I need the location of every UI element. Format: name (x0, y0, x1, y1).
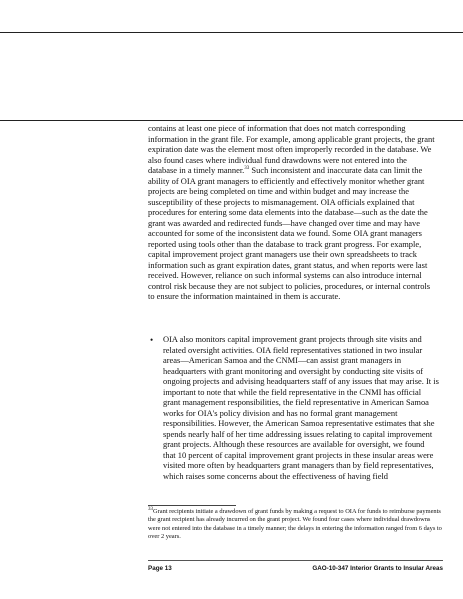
header-rule (0, 32, 463, 33)
footnote-reference[interactable]: 33 (244, 166, 250, 172)
report-title: GAO-10-347 Interior Grants to Insular Areas (312, 565, 443, 572)
body-paragraph-1 (148, 123, 438, 302)
footnote (148, 508, 443, 541)
footnote-text: Grant recipients initiate a drawdown of grant funds by making a request to OIA for funds to reimburse payments the grant recipient has already incurred on the grant project. We found four cases where individual drawdowns were not entered into the database in a timely manner; the delays in entering the information ranged from 6 days to over 2 years. (148, 508, 442, 540)
footer-rule (148, 560, 443, 561)
bullet-marker: • (150, 335, 154, 345)
footnote-number: 33 (148, 506, 153, 512)
paragraph-1-text: contains at least one piece of information that does not match corresponding information in the grant file. For example, among applicable grant projects, the grant expiration date was the element most often improperly recorded in the database. We also found cases where individual fund drawdowns were not entered into the database in a timely manner. (148, 123, 435, 175)
paragraph-1-continued: Such inconsistent and inaccurate data can limit the ability of OIA grant managers to efficiently and effectively monitor whether grant projects are being completed on time and within budget and may increase the susceptibility of these projects to mismanagement. OIA officials explained that procedures for entering some data elements into the database—such as the date the grant was awarded and redirected funds—have changed over time and may have accounted for some of the inconsistent data we found. Some OIA grant managers reported using tools other than the database to track grant progress. For example, capital improvement project grant managers use their own spreadsheets to track information such as grant expiration dates, grant status, and when reports were last received. However, reliance on such informal systems can also introduce internal control risk because they are not subject to policies, procedures, or internal controls to ensure the information maintained in them is accurate. (148, 165, 431, 301)
section-rule (0, 120, 463, 121)
page-number: Page 13 (148, 565, 172, 572)
body-paragraph-2: OIA also monitors capital improvement grant projects through site visits and related oversight activities. OIA field representatives stationed in two insular areas—American Samoa and the CNMI—can assist grant managers in headquarters with grant monitoring and oversight by conducting site visits of ongoing projects and advising headquarters staff of any issues that may arise. It is important to note that while the field representative in the CNMI has official grant management responsibilities, the field representative in American Samoa works for OIA's policy division and has no formal grant management responsibilities. However, the American Samoa representative estimates that she spends nearly half of her time addressing issues relating to capital improvement grant projects. Although these resources are available for oversight, we found that 10 percent of capital improvement grant projects in these insular areas were visited more often by headquarters grant managers than by field representatives, which raises some concerns about the effectiveness of having field (163, 334, 439, 481)
footnote-separator (148, 505, 236, 506)
